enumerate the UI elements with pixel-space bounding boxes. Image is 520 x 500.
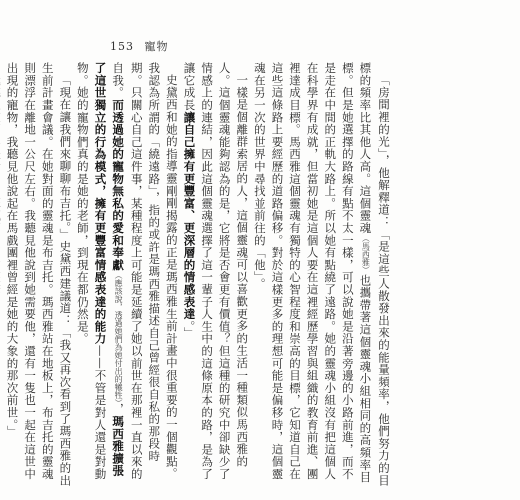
inline-note: （馬西雅）: [361, 234, 371, 275]
paragraph: [250, 62, 392, 486]
body-text: [5, 62, 392, 486]
paragraph: [73, 62, 180, 486]
text-run: 一樣是個離群索居的人，這個靈魂可以喜歡更多的生活一種類似馬西雅的人。這個靈魂能夠認為的是，它將是否會更有價值？但這種的研究中卻缺少了情感上的連結，因此這個靈魂選擇了這一輩子人生中的這條原本的路，是為了讓它成長: [182, 62, 250, 481]
paragraph: [180, 62, 250, 486]
text-run: 。」: [182, 320, 197, 340]
page-number: 153: [110, 40, 134, 53]
running-title: 寵物: [144, 40, 169, 53]
text-run: 「房間裡的光」，他解釋道：「是這些人散發出來的能量頻率，他們努力的目標的頻率比其他人高。這個靈魂: [358, 62, 391, 486]
page-header: [110, 38, 169, 54]
text-run: [0, 74, 2, 308]
text-run: 也攜帶著這個靈魂小組相同的高頻率目標。但是她選擇的路線有點不太一樣，可以說她是沿著旁邊的小路前進，而不是走在中間的正軌大路上。所以她有點繞了遠路。她的靈魂小組沒有把這個人在科學界有成就，但當初她是這個人要在這裡經歷學習與組織的教育前進、團裡達成目標。馬西雅這個靈魂有獨特的心智程度和崇高的目標，它知道自己在這些這條路上要經歷的道路偏移。對於這樣更多的理想可能是偏移時，這個靈魂在另一次的世界中尋找並前往的「他」。: [252, 62, 373, 484]
inline-note: （應該說，透過她們為她付出的犧牲）: [114, 271, 124, 404]
text-run: 史黛西和她的指導靈剛剛揭露的正是瑪西雅生前計畫中很重要的一個觀點。我認為所謂的「繞遠路」，指的或許是瑪西雅描述自己曾經很自私的那段時期。只關心自己這件事，某種程度上可能是延續了她以前世在那裡一直以來的自我。: [111, 62, 179, 481]
emphasis-text: 瑪西雅擴張了這世獨立的行為模式，擁有更豐富情感表達的能力: [93, 62, 126, 477]
paragraph: [3, 62, 73, 486]
text-run: 「現在讓我們來聊聊布吉托。」史黛西建議道：「我又再次看到了瑪西雅的出生前計畫會議。在她對面的靈魂是布吉托。瑪西雅站在地板上，布吉托的靈魂則漂浮在離地一公尺左右。我聽見他說到她需要他，還有一隻也一起在這世中出現的寵物，我聽見他說起在馬戲團裡曾經是她的大象的那次前世。」: [5, 62, 73, 486]
text-run: ，: [111, 403, 126, 416]
emphasis-text: 而透過她的寵物無私的愛和奉獻: [111, 98, 126, 272]
emphasis-text: 讓自己擁有更豐富、更深層的情感表達: [182, 111, 197, 321]
text-run: ——不管是對人還是對動物。她的寵物們真的是她的老師，到現在都仍然是。: [75, 62, 108, 481]
